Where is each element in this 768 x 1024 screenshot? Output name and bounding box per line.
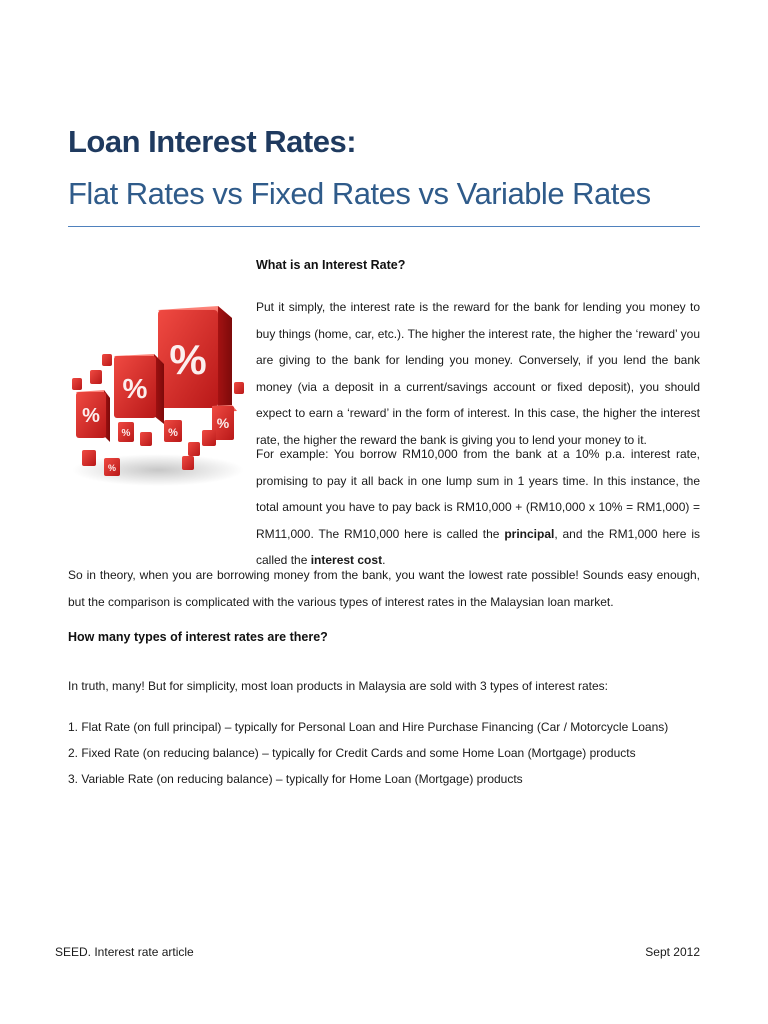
- svg-text:%: %: [122, 373, 148, 404]
- percent-dice-image: [68, 270, 246, 492]
- paragraph-types-intro: In truth, many! But for simplicity, most loan products in Malaysia are sold with 3 types of interest rates:: [68, 679, 608, 693]
- svg-text:%: %: [107, 463, 117, 473]
- example-text-part-2: , and the RM1,000 here is called the: [256, 526, 700, 567]
- example-text-part-3: .: [382, 553, 386, 567]
- paragraph-theory: So in theory, when you are borrowing money from the bank, you want the lowest rate possible! Sounds easy enough, but the comparison is complicated with the various types of interest rates in the Malaysian loan market.: [68, 568, 700, 609]
- interest-rate-types-list: [68, 714, 700, 792]
- svg-text:%: %: [169, 336, 207, 383]
- medium-die: [114, 354, 164, 424]
- section-heading-interest-rate: What is an Interest Rate?: [256, 258, 406, 272]
- title-divider: [68, 226, 700, 227]
- section-heading-types: How many types of interest rates are there?: [68, 630, 328, 644]
- paragraph-example: [256, 441, 700, 574]
- paragraph-interest-rate-definition: Put it simply, the interest rate is the reward for the bank for lending you money to buy things (home, car, etc.). The higher the interest rate, the higher the ‘reward’ you are giving to the bank for lending you money. Conversely, if you lend the bank money (via a deposit in a current/savings account or fixed deposit), you should expect to earn a ‘reward’ in the form of interest. In this case, the higher the interest rate, the higher the reward the bank is giving you to lend your money to it.: [256, 300, 700, 447]
- interest-cost-term: interest cost: [310, 553, 383, 567]
- list-item: 3. Variable Rate (on reducing balance) – typically for Home Loan (Mortgage) products: [68, 772, 523, 786]
- svg-text:%: %: [216, 415, 230, 431]
- svg-text:%: %: [82, 405, 100, 427]
- footer-date: Sept 2012: [645, 945, 700, 959]
- title-line-1: Loan Interest Rates:: [68, 124, 357, 159]
- left-die: [76, 390, 110, 442]
- svg-text:%: %: [121, 428, 131, 439]
- list-item: 2. Fixed Rate (on reducing balance) – typically for Credit Cards and some Home Loan (Mortgage) products: [68, 746, 636, 760]
- svg-text:%: %: [168, 427, 178, 439]
- list-item: 1. Flat Rate (on full principal) – typically for Personal Loan and Hire Purchase Financing (Car / Motorcycle Loans): [68, 720, 669, 734]
- principal-term: principal: [504, 526, 555, 541]
- title-line-2: Flat Rates vs Fixed Rates vs Variable Rates: [68, 176, 651, 211]
- footer-source: SEED. Interest rate article: [55, 945, 194, 959]
- large-die: [158, 306, 232, 418]
- example-text-part-1: For example: You borrow RM10,000 from the bank at a 10% p.a. interest rate, promising to pay it all back in one lump sum in 1 years time. In this instance, the total amount you have to pay back is RM10,000 + (RM10,000 x 10% = RM1,000) = RM11,000. The RM10,000 here is called the: [256, 447, 700, 541]
